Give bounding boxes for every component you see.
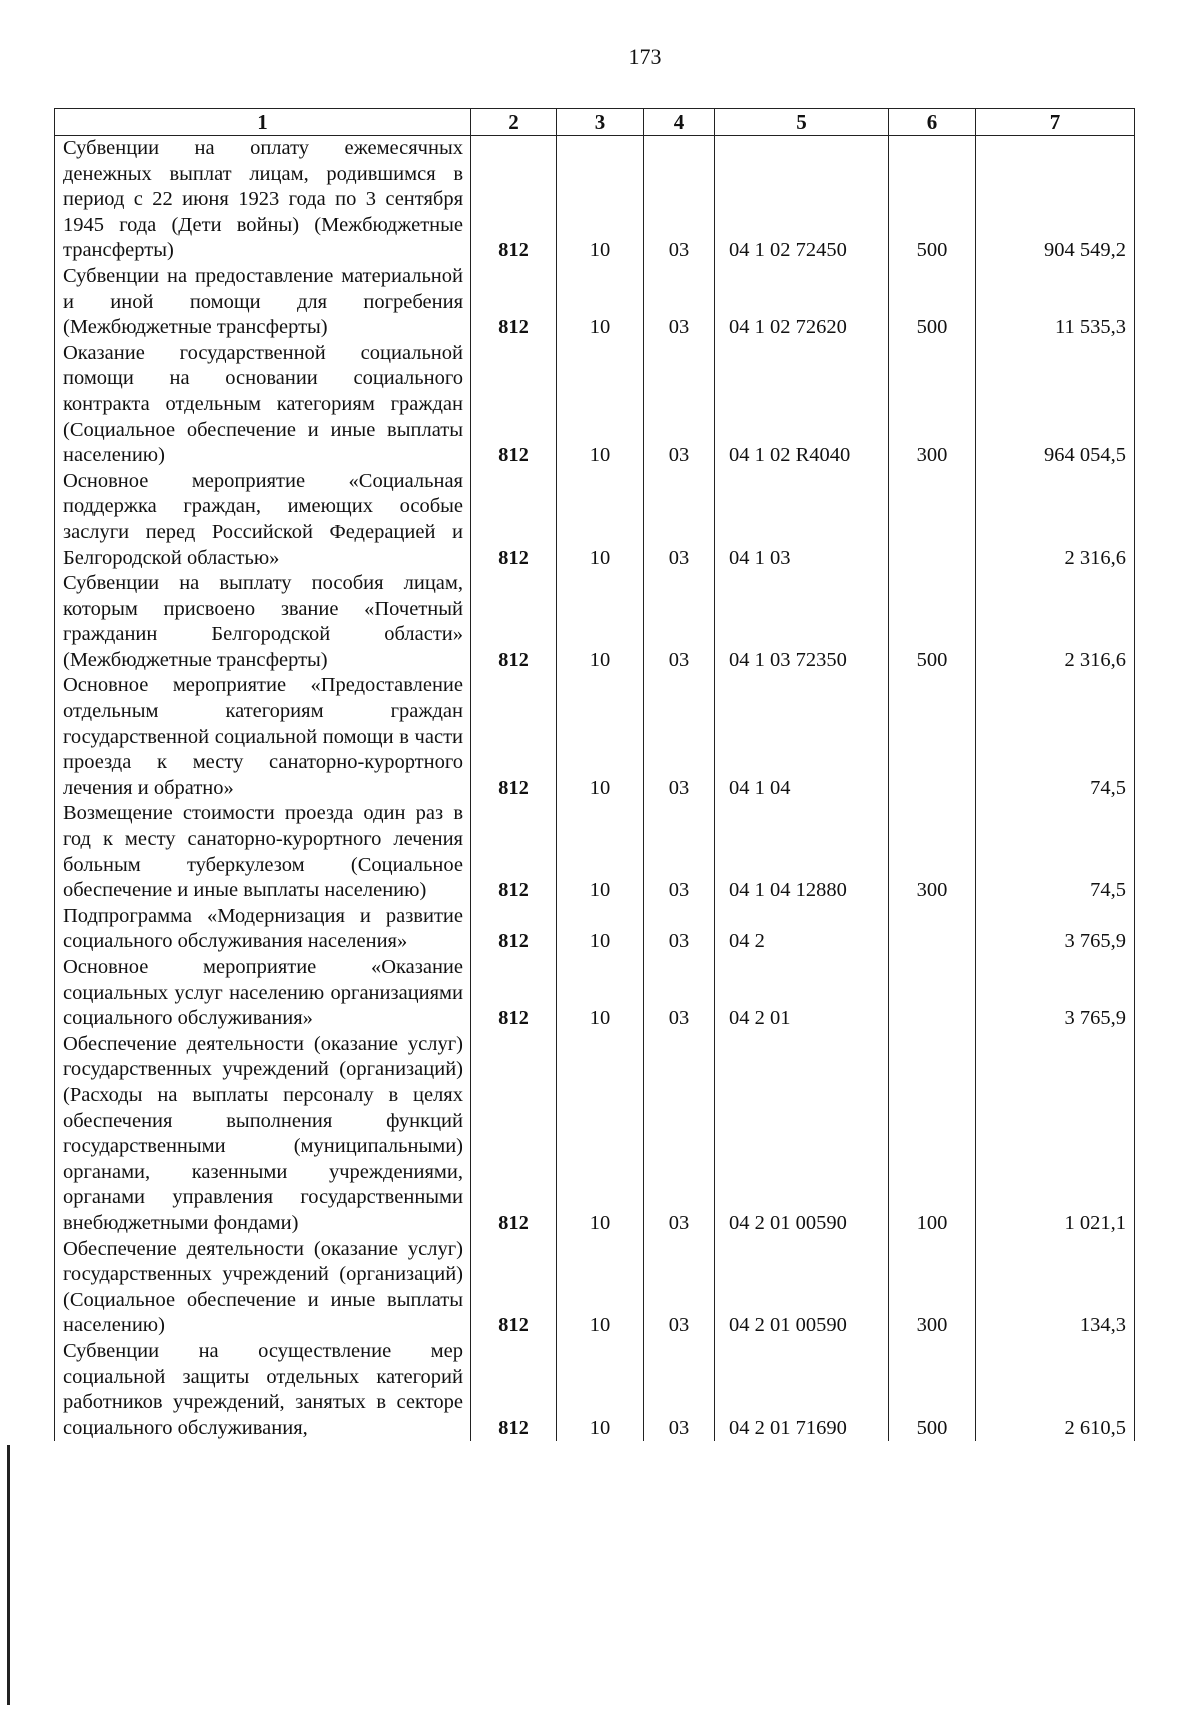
row-code-3: 10 [557, 1237, 644, 1339]
row-name: Субвенции на осуществление мер социальной защиты отдельных категорий работников учреждений, занятых в секторе социального обслуживания, [55, 1339, 471, 1441]
row-code-4: 03 [644, 1032, 715, 1237]
row-code-6 [889, 469, 976, 571]
table-row [55, 136, 1135, 264]
row-code-4: 03 [644, 136, 715, 264]
header-row [55, 109, 1135, 136]
table-row [55, 264, 1135, 341]
row-code-2: 812 [471, 904, 557, 955]
row-code-6 [889, 673, 976, 801]
row-code-6 [889, 904, 976, 955]
row-code-5: 04 1 02 72620 [715, 264, 889, 341]
row-code-5: 04 1 04 12880 [715, 801, 889, 903]
row-amount: 74,5 [976, 673, 1135, 801]
row-code-3: 10 [557, 801, 644, 903]
row-name: Обеспечение деятельности (оказание услуг) государственных учреждений (организаций) (Социальное обеспечение и иные выплаты населению) [55, 1237, 471, 1339]
row-code-6: 500 [889, 264, 976, 341]
row-code-4: 03 [644, 673, 715, 801]
row-code-3: 10 [557, 469, 644, 571]
table-row [55, 469, 1135, 571]
row-code-2: 812 [471, 136, 557, 264]
column-header-6: 6 [889, 109, 976, 136]
budget-table [54, 108, 1135, 1441]
row-code-5: 04 2 01 [715, 955, 889, 1032]
row-code-5: 04 1 03 [715, 469, 889, 571]
row-amount: 3 765,9 [976, 904, 1135, 955]
row-amount: 904 549,2 [976, 136, 1135, 264]
column-header-1: 1 [55, 109, 471, 136]
table-row [55, 1032, 1135, 1237]
row-code-3: 10 [557, 571, 644, 673]
row-code-5: 04 2 [715, 904, 889, 955]
row-amount: 2 316,6 [976, 469, 1135, 571]
column-header-3: 3 [557, 109, 644, 136]
table-row [55, 673, 1135, 801]
table-row [55, 1237, 1135, 1339]
row-code-6 [889, 955, 976, 1032]
table-row [55, 1339, 1135, 1441]
row-code-2: 812 [471, 469, 557, 571]
row-code-5: 04 1 03 72350 [715, 571, 889, 673]
row-name: Субвенции на предоставление материальной и иной помощи для погребения (Межбюджетные трансферты) [55, 264, 471, 341]
table-row [55, 341, 1135, 469]
row-amount: 2 316,6 [976, 571, 1135, 673]
row-code-2: 812 [471, 1237, 557, 1339]
scan-edge-line [7, 1445, 10, 1705]
row-code-5: 04 2 01 71690 [715, 1339, 889, 1441]
table-row [55, 904, 1135, 955]
row-code-4: 03 [644, 264, 715, 341]
column-header-2: 2 [471, 109, 557, 136]
row-code-4: 03 [644, 469, 715, 571]
row-code-6: 300 [889, 1237, 976, 1339]
row-code-6: 500 [889, 136, 976, 264]
row-amount: 74,5 [976, 801, 1135, 903]
row-code-4: 03 [644, 1237, 715, 1339]
row-amount: 1 021,1 [976, 1032, 1135, 1237]
row-code-3: 10 [557, 1339, 644, 1441]
row-code-5: 04 1 04 [715, 673, 889, 801]
row-code-6: 100 [889, 1032, 976, 1237]
row-code-5: 04 1 02 72450 [715, 136, 889, 264]
row-code-6: 300 [889, 341, 976, 469]
row-code-4: 03 [644, 801, 715, 903]
row-code-4: 03 [644, 341, 715, 469]
row-code-5: 04 2 01 00590 [715, 1032, 889, 1237]
row-name: Подпрограмма «Модернизация и развитие социального обслуживания населения» [55, 904, 471, 955]
row-amount: 134,3 [976, 1237, 1135, 1339]
row-name: Оказание государственной социальной помощи на основании социального контракта отдельным категориям граждан (Социальное обеспечение и иные выплаты населению) [55, 341, 471, 469]
column-header-5: 5 [715, 109, 889, 136]
row-code-2: 812 [471, 264, 557, 341]
row-code-3: 10 [557, 904, 644, 955]
row-code-6: 500 [889, 571, 976, 673]
row-name: Субвенции на оплату ежемесячных денежных выплат лицам, родившимся в период с 22 июня 1923 года по 3 сентября 1945 года (Дети войны) (Межбюджетные трансферты) [55, 136, 471, 264]
row-name: Основное мероприятие «Оказание социальных услуг населению организациями социального обслуживания» [55, 955, 471, 1032]
row-amount: 964 054,5 [976, 341, 1135, 469]
row-code-2: 812 [471, 801, 557, 903]
row-code-4: 03 [644, 955, 715, 1032]
row-code-3: 10 [557, 264, 644, 341]
table-row [55, 801, 1135, 903]
row-code-4: 03 [644, 1339, 715, 1441]
row-code-2: 812 [471, 1032, 557, 1237]
row-code-2: 812 [471, 1339, 557, 1441]
row-code-6: 500 [889, 1339, 976, 1441]
table-row [55, 571, 1135, 673]
column-header-4: 4 [644, 109, 715, 136]
row-code-3: 10 [557, 1032, 644, 1237]
row-code-3: 10 [557, 341, 644, 469]
row-name: Основное мероприятие «Предоставление отдельным категориям граждан государственной социальной помощи в части проезда к месту санаторно-курортного лечения и обратно» [55, 673, 471, 801]
row-code-2: 812 [471, 341, 557, 469]
column-header-7: 7 [976, 109, 1135, 136]
row-code-4: 03 [644, 571, 715, 673]
row-code-3: 10 [557, 673, 644, 801]
page-number: 173 [628, 44, 662, 69]
table-row [55, 955, 1135, 1032]
row-amount: 3 765,9 [976, 955, 1135, 1032]
row-code-2: 812 [471, 673, 557, 801]
row-code-2: 812 [471, 955, 557, 1032]
row-code-4: 03 [644, 904, 715, 955]
row-amount: 2 610,5 [976, 1339, 1135, 1441]
row-code-3: 10 [557, 955, 644, 1032]
row-code-5: 04 2 01 00590 [715, 1237, 889, 1339]
row-code-2: 812 [471, 571, 557, 673]
row-amount: 11 535,3 [976, 264, 1135, 341]
row-code-5: 04 1 02 R4040 [715, 341, 889, 469]
row-name: Обеспечение деятельности (оказание услуг) государственных учреждений (организаций) (Расходы на выплаты персоналу в целях обеспечения выполнения функций государственными (муниципальными) органами, казенными учреждениями, органами управления государственными внебюджетными фондами) [55, 1032, 471, 1237]
row-name: Основное мероприятие «Социальная поддержка граждан, имеющих особые заслуги перед Российской Федерацией и Белгородской областью» [55, 469, 471, 571]
row-code-6: 300 [889, 801, 976, 903]
row-name: Возмещение стоимости проезда один раз в год к месту санаторно-курортного лечения больным туберкулезом (Социальное обеспечение и иные выплаты населению) [55, 801, 471, 903]
row-name: Субвенции на выплату пособия лицам, которым присвоено звание «Почетный гражданин Белгородской области» (Межбюджетные трансферты) [55, 571, 471, 673]
row-code-3: 10 [557, 136, 644, 264]
